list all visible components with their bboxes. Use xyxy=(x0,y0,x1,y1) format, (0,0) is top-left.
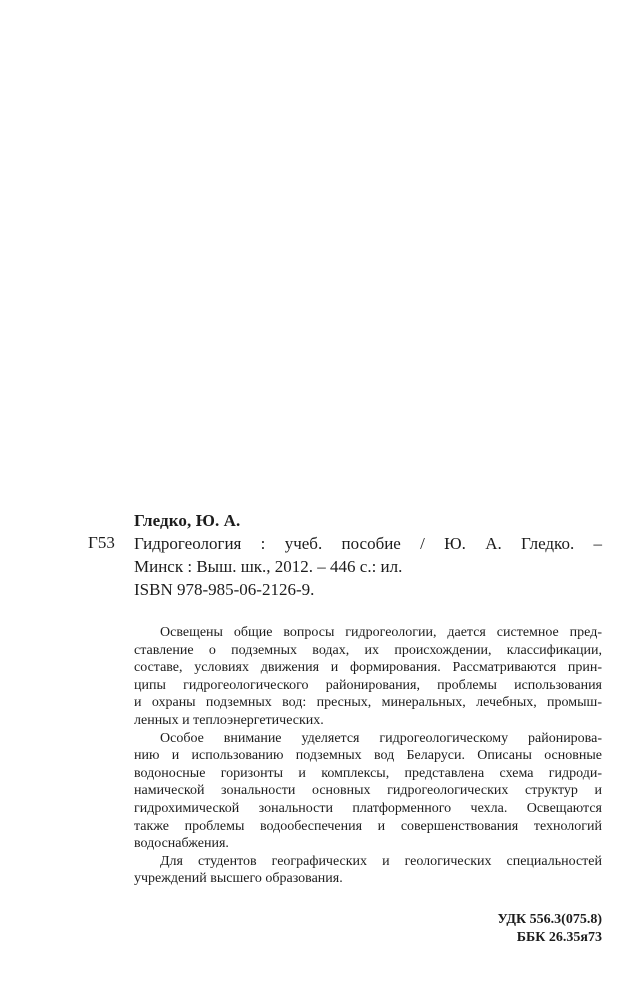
udk-code: УДК 556.3(075.8) xyxy=(497,912,602,927)
annotation-line: нию и использованию подземных вод Беларуси. Описаны основные xyxy=(134,748,602,764)
annotation-text xyxy=(134,624,602,888)
annotation-line: водоснабжения. xyxy=(134,836,229,852)
author-sign-code: Г53 xyxy=(88,533,115,552)
annotation-line: ципы гидрогеологического районирования, проблемы использования xyxy=(134,677,602,693)
isbn-line: ISBN 978-985-06-2126-9. xyxy=(134,580,315,599)
classification-codes xyxy=(498,911,602,947)
bbk-code: ББК 26.35я73 xyxy=(516,930,602,945)
annotation-line: также проблемы водообеспечения и совершенствования технологий xyxy=(134,818,602,834)
publication-line: Минск : Выш. шк., 2012. – 446 с.: ил. xyxy=(134,557,403,576)
annotation-line: намической зональности основных гидрогеологических структур и xyxy=(134,783,602,799)
annotation-line: Особое внимание уделяется гидрогеологическому районирова- xyxy=(160,730,602,746)
title-line: Гидрогеология : учеб. пособие / Ю. А. Гледко. – xyxy=(134,534,602,553)
annotation-line: Для студентов географических и геологических специальностей xyxy=(160,853,602,869)
annotation-line: и охраны подземных вод: пресных, минеральных, лечебных, промыш- xyxy=(134,695,602,711)
annotation-line: водоносные горизонты и комплексы, представлена схема гидроди- xyxy=(134,765,602,781)
annotation-line: учреждений высшего образования. xyxy=(134,871,343,887)
annotation-line: ленных и теплоэнергетических. xyxy=(134,712,324,728)
author-heading: Гледко, Ю. А. xyxy=(134,511,241,530)
annotation-line: гидрохимической зональности платформенного чехла. Освещаются xyxy=(134,800,602,816)
annotation-line: составе, условиях движения и формирования. Рассматриваются прин- xyxy=(134,660,602,676)
annotation-line: ставление о подземных водах, их происхождении, классификации, xyxy=(134,642,602,658)
annotation-line: Освещены общие вопросы гидрогеологии, дается системное пред- xyxy=(160,625,602,640)
